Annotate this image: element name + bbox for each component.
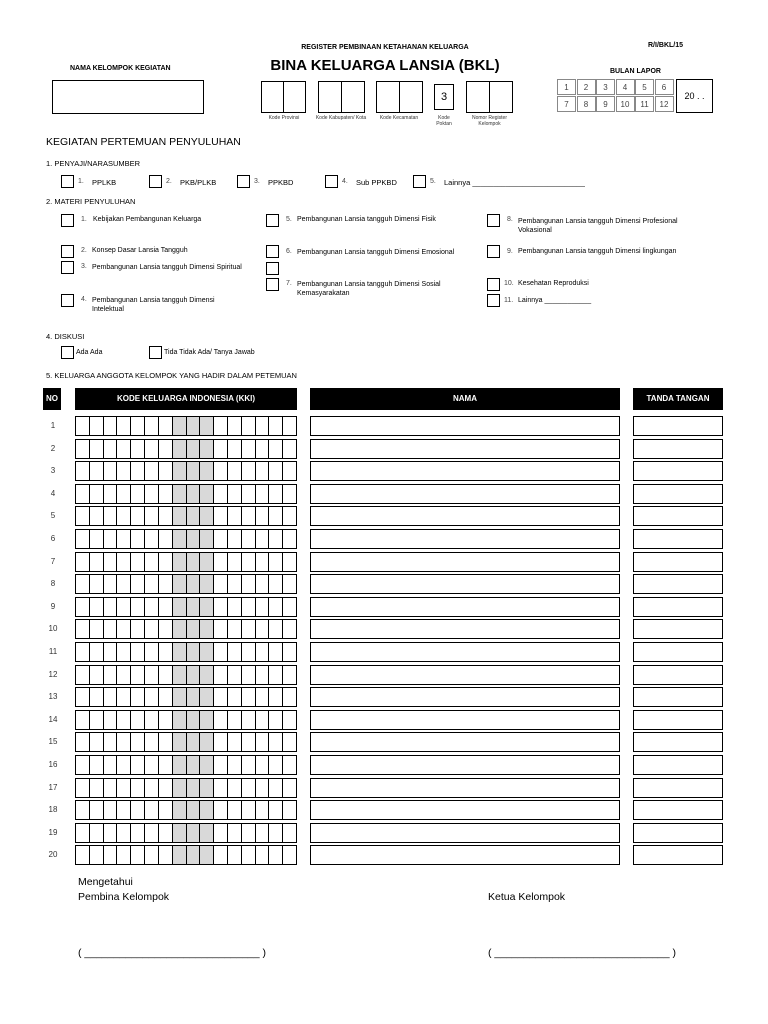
materi-label-1: Kebijakan Pembangunan Keluarga (93, 216, 202, 223)
month-cell[interactable]: 4 (616, 79, 635, 95)
kki-input[interactable] (75, 529, 297, 549)
nama-input[interactable] (310, 416, 620, 436)
kki-input[interactable] (75, 574, 297, 594)
materi-label-11: Lainnya ____________ (518, 297, 592, 304)
signature-input[interactable] (633, 439, 723, 459)
signature-input[interactable] (633, 800, 723, 820)
materi-label-4: Pembangunan Lansia tangguh Dimensi Intelektual (92, 297, 215, 313)
penyaji-checkbox-1[interactable] (61, 175, 74, 188)
nomor-register-label: Nomor Register Kelompok (471, 115, 507, 127)
penyaji-num-3: 3. (254, 178, 260, 185)
row-number: 12 (48, 669, 58, 679)
materi-checkbox-6[interactable] (266, 245, 279, 258)
materi-checkbox-3[interactable] (61, 261, 74, 274)
month-cell[interactable]: 6 (655, 79, 674, 95)
materi-checkbox-10[interactable] (487, 278, 500, 291)
nama-input[interactable] (310, 800, 620, 820)
materi-label-10: Kesehatan Reproduksi (518, 280, 589, 287)
nama-input[interactable] (310, 552, 620, 572)
kki-input[interactable] (75, 755, 297, 775)
year-box[interactable]: 20 . . (676, 79, 713, 113)
nama-input[interactable] (310, 597, 620, 617)
materi-checkbox-7[interactable] (266, 278, 279, 291)
month-cell[interactable]: 2 (577, 79, 596, 95)
penyaji-checkbox-4[interactable] (325, 175, 338, 188)
kode-kecamatan-box[interactable] (376, 81, 423, 113)
kki-input[interactable] (75, 710, 297, 730)
kki-input[interactable] (75, 732, 297, 752)
materi-label-8: Pembangunan Lansia tangguh Dimensi Profesional Vokasional (518, 218, 678, 234)
sec4-title: 4. DISKUSI (46, 332, 85, 341)
nama-input[interactable] (310, 823, 620, 843)
signature-line-pembina[interactable]: ( ______________________________ ) (78, 947, 267, 959)
row-number: 2 (50, 443, 56, 453)
nama-input[interactable] (310, 778, 620, 798)
materi-num-9: 9. (507, 248, 513, 255)
materi-num-2: 2. (81, 247, 87, 254)
penyaji-num-1: 1. (78, 178, 84, 185)
materi-label-9: Pembangunan Lansia tangguh Dimensi lingkungan (518, 248, 677, 255)
nama-input[interactable] (310, 732, 620, 752)
materi-checkbox-5[interactable] (266, 214, 279, 227)
kki-input[interactable] (75, 800, 297, 820)
materi-checkbox-6b[interactable] (266, 262, 279, 275)
kki-input[interactable] (75, 439, 297, 459)
nomor-register-box[interactable] (466, 81, 513, 113)
materi-label-2: Konsep Dasar Lansia Tangguh (92, 247, 188, 254)
month-cell[interactable]: 7 (557, 96, 576, 112)
signature-input[interactable] (633, 665, 723, 685)
materi-num-5: 5. (286, 216, 292, 223)
materi-checkbox-1[interactable] (61, 214, 74, 227)
nama-input[interactable] (310, 755, 620, 775)
kode-poktan-box[interactable]: 3 (434, 84, 454, 110)
month-cell[interactable]: 5 (635, 79, 654, 95)
kode-kabupaten-label: Kode Kabupaten/ Kota (315, 115, 367, 121)
month-cell[interactable]: 10 (616, 96, 635, 112)
diskusi-ada-label: Ada Ada (76, 349, 103, 356)
signature-input[interactable] (633, 823, 723, 843)
signature-input[interactable] (633, 597, 723, 617)
signature-input[interactable] (633, 529, 723, 549)
row-number: 4 (50, 488, 56, 498)
materi-checkbox-11[interactable] (487, 294, 500, 307)
nama-input[interactable] (310, 665, 620, 685)
group-name-label: NAMA KELOMPOK KEGIATAN (70, 65, 171, 72)
nama-input[interactable] (310, 642, 620, 662)
materi-num-1: 1. (81, 216, 87, 223)
kki-input[interactable] (75, 823, 297, 843)
col-ttd-header: TANDA TANGAN (633, 388, 723, 410)
materi-label-6: Pembangunan Lansia tangguh Dimensi Emosional (297, 249, 455, 256)
kki-input[interactable] (75, 597, 297, 617)
signature-input[interactable] (633, 461, 723, 481)
row-number: 20 (48, 850, 58, 860)
nama-input[interactable] (310, 687, 620, 707)
form-code: R/I/BKL/15 (648, 42, 684, 49)
month-cell[interactable]: 9 (596, 96, 615, 112)
month-cell[interactable]: 8 (577, 96, 596, 112)
footer-pembina: Pembina Kelompok (78, 891, 170, 903)
nama-input[interactable] (310, 484, 620, 504)
month-cell[interactable]: 11 (635, 96, 654, 112)
sec1-title: 1. PENYAJI/NARASUMBER (46, 159, 141, 168)
penyaji-label-2: PKB/PLKB (180, 178, 217, 187)
materi-num-11: 11. (504, 297, 514, 304)
footer-ketua: Ketua Kelompok (488, 891, 566, 903)
materi-label-5: Pembangunan Lansia tangguh Dimensi Fisik (297, 216, 436, 223)
row-number: 1 (50, 421, 56, 430)
col-nama-header: NAMA (310, 388, 620, 410)
diskusi-tidak-label: Tida Tidak Ada/ Tanya Jawab (164, 349, 255, 356)
row-number: 19 (48, 827, 58, 837)
signature-input[interactable] (633, 619, 723, 639)
signature-input[interactable] (633, 642, 723, 662)
kode-kecamatan-label: Kode Kecamatan (379, 115, 419, 121)
materi-checkbox-2[interactable] (61, 245, 74, 258)
row-number: 7 (50, 556, 56, 566)
col-kki-header: KODE KELUARGA INDONESIA (KKI) (75, 388, 297, 410)
kki-input[interactable] (75, 687, 297, 707)
penyaji-checkbox-3[interactable] (237, 175, 250, 188)
kki-input[interactable] (75, 461, 297, 481)
footer-mengetahui: Mengetahui (78, 876, 133, 888)
main-title: BINA KELUARGA LANSIA (BKL) (270, 57, 500, 74)
penyaji-num-4: 4. (342, 178, 348, 185)
signature-input[interactable] (633, 710, 723, 730)
kki-input[interactable] (75, 416, 297, 436)
row-number: 8 (50, 579, 56, 589)
kki-input[interactable] (75, 552, 297, 572)
kki-input[interactable] (75, 778, 297, 798)
penyaji-label-4: Sub PPKBD (356, 178, 397, 187)
row-number: 17 (48, 782, 58, 792)
kode-provinsi-box[interactable] (261, 81, 306, 113)
row-number: 6 (50, 534, 56, 543)
row-number: 3 (50, 466, 56, 476)
row-number: 13 (48, 692, 58, 702)
penyaji-num-5: 5. (430, 178, 436, 185)
penyaji-label-1: PPLKB (92, 178, 117, 187)
materi-num-3: 3. (81, 263, 87, 270)
kki-input[interactable] (75, 484, 297, 504)
penyaji-checkbox-5[interactable] (413, 175, 426, 188)
row-number: 9 (50, 601, 56, 611)
materi-checkbox-8[interactable] (487, 214, 500, 227)
signature-line-ketua[interactable]: ( ______________________________ ) (488, 947, 677, 959)
materi-checkbox-9[interactable] (487, 245, 500, 258)
materi-checkbox-4[interactable] (61, 294, 74, 307)
month-cell[interactable]: 12 (655, 96, 674, 112)
row-number: 5 (50, 511, 56, 521)
signature-input[interactable] (633, 416, 723, 436)
kode-poktan-label: Kode Poktan (436, 115, 452, 127)
signature-input[interactable] (633, 484, 723, 504)
row-number: 11 (48, 647, 58, 656)
nama-input[interactable] (310, 506, 620, 526)
month-cell[interactable]: 1 (557, 79, 576, 95)
row-number: 10 (48, 624, 58, 634)
signature-input[interactable] (633, 732, 723, 752)
signature-input[interactable] (633, 574, 723, 594)
kki-input[interactable] (75, 506, 297, 526)
materi-num-10: 10. (504, 280, 514, 287)
nama-input[interactable] (310, 574, 620, 594)
signature-input[interactable] (633, 845, 723, 865)
register-title: REGISTER PEMBINAAN KETAHANAN KELUARGA (301, 44, 469, 51)
row-number: 15 (48, 737, 58, 747)
signature-input[interactable] (633, 778, 723, 798)
row-number: 18 (48, 805, 58, 815)
materi-num-4: 4. (81, 296, 87, 303)
penyaji-num-2: 2. (166, 178, 172, 185)
col-no-header: NO (43, 388, 61, 410)
materi-label-3: Pembangunan Lansia tangguh Dimensi Spiritual (92, 264, 242, 271)
nama-input[interactable] (310, 845, 620, 865)
materi-num-8: 8. (507, 216, 513, 223)
kki-input[interactable] (75, 619, 297, 639)
nama-input[interactable] (310, 529, 620, 549)
nama-input[interactable] (310, 439, 620, 459)
kki-input[interactable] (75, 642, 297, 662)
signature-input[interactable] (633, 687, 723, 707)
kode-kabupaten-box[interactable] (318, 81, 365, 113)
kode-provinsi-label: Kode Provinsi (268, 115, 300, 121)
penyaji-checkbox-2[interactable] (149, 175, 162, 188)
penyaji-label-5: Lainnya ___________________________ (444, 178, 585, 187)
signature-input[interactable] (633, 506, 723, 526)
materi-num-7: 7. (286, 280, 292, 287)
signature-input[interactable] (633, 755, 723, 775)
kki-input[interactable] (75, 845, 297, 865)
materi-label-7: Pembangunan Lansia tangguh Dimensi Sosial Kemasyarakatan (297, 281, 441, 297)
materi-num-6: 6. (286, 248, 292, 255)
kki-input[interactable] (75, 665, 297, 685)
group-name-input[interactable] (52, 80, 204, 114)
row-number: 16 (48, 760, 58, 769)
section-title: KEGIATAN PERTEMUAN PENYULUHAN (46, 136, 241, 148)
signature-input[interactable] (633, 552, 723, 572)
nama-input[interactable] (310, 619, 620, 639)
bulan-lapor-label: BULAN LAPOR (610, 68, 661, 75)
row-number: 14 (48, 714, 58, 724)
month-cell[interactable]: 3 (596, 79, 615, 95)
diskusi-tidak-checkbox[interactable] (149, 346, 162, 359)
nama-input[interactable] (310, 710, 620, 730)
diskusi-ada-checkbox[interactable] (61, 346, 74, 359)
sec5-title: 5. KELUARGA ANGGOTA KELOMPOK YANG HADIR DALAM PETEMUAN (46, 371, 297, 380)
nama-input[interactable] (310, 461, 620, 481)
penyaji-label-3: PPKBD (268, 178, 294, 187)
sec2-title: 2. MATERI PENYULUHAN (46, 197, 136, 206)
